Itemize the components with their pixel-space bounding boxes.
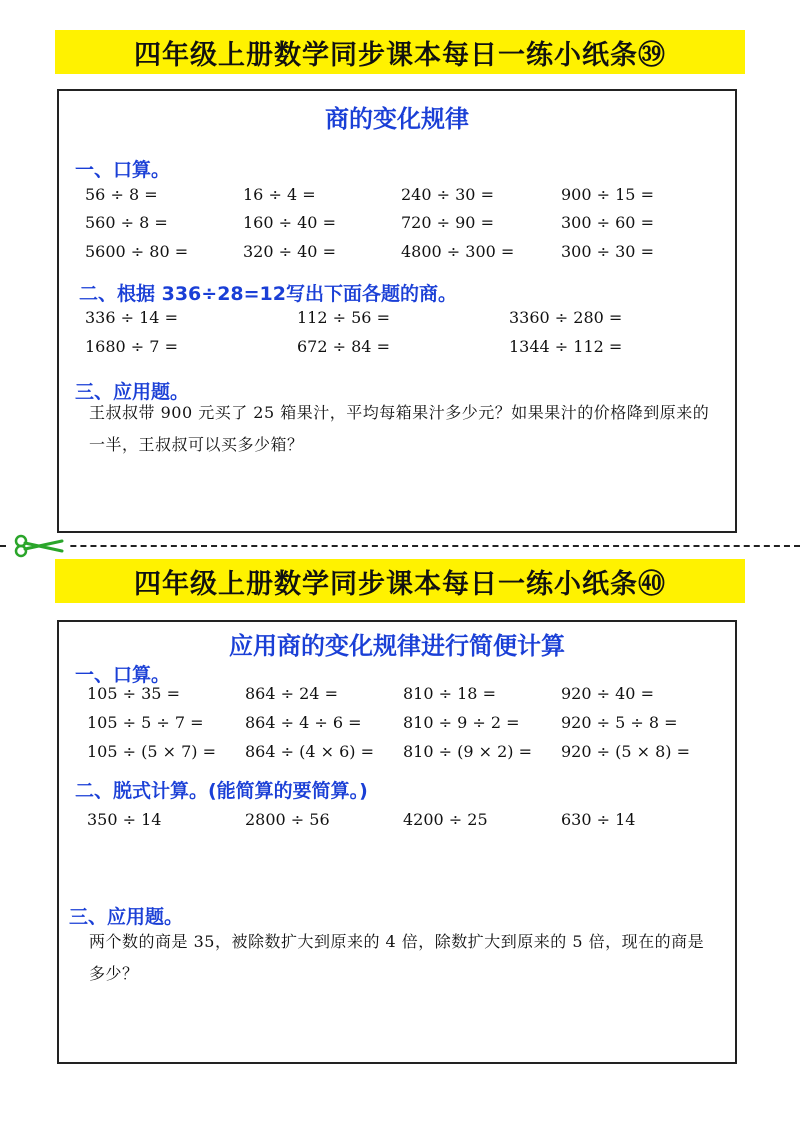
oral-problem: 810 ÷ 9 ÷ 2 = [403,713,520,732]
oral-problem: 864 ÷ 4 ÷ 6 = [245,713,362,732]
oral-problem: 105 ÷ (5 × 7) = [87,742,217,761]
oral-problem: 56 ÷ 8 = [85,185,158,204]
section-3-heading: 三、应用题。 [75,381,190,403]
oral-problem: 864 ÷ (4 × 6) = [245,742,375,761]
oral-problem: 920 ÷ (5 × 8) = [561,742,691,761]
worksheet-40-banner: 四年级上册数学同步课本每日一练小纸条㊵ [55,559,745,603]
quotient-problem: 112 ÷ 56 = [297,308,390,327]
oral-problem: 5600 ÷ 80 = [85,242,189,261]
quotient-problem: 1680 ÷ 7 = [85,337,178,356]
oral-problem: 920 ÷ 5 ÷ 8 = [561,713,678,732]
oral-problem: 720 ÷ 90 = [401,213,494,232]
oral-problem: 160 ÷ 40 = [243,213,336,232]
section-1-heading: 一、口算。 [75,159,171,181]
step-calc-problem: 630 ÷ 14 [561,810,636,829]
oral-problem: 320 ÷ 40 = [243,242,336,261]
quotient-problem: 672 ÷ 84 = [297,337,390,356]
worksheet-39-banner: 四年级上册数学同步课本每日一练小纸条㊴ [55,30,745,74]
quotient-problem: 336 ÷ 14 = [85,308,178,327]
word-problem-text: 两个数的商是 35，被除数扩大到原来的 4 倍，除数扩大到原来的 5 倍，现在的商是多少？ [89,932,705,983]
oral-problem: 900 ÷ 15 = [561,185,654,204]
worksheet-39-card [57,89,737,533]
quotient-problem: 3360 ÷ 280 = [509,308,623,327]
worksheet-40-card [57,620,737,1064]
section-2-heading: 二、脱式计算。(能简算的要简算。) [75,780,368,802]
oral-problem: 560 ÷ 8 = [85,213,168,232]
section-1-heading: 一、口算。 [75,664,171,686]
oral-problem: 810 ÷ (9 × 2) = [403,742,533,761]
scissors-icon [10,534,70,558]
oral-problem: 16 ÷ 4 = [243,185,316,204]
oral-problem: 810 ÷ 18 = [403,684,496,703]
step-calc-problem: 350 ÷ 14 [87,810,162,829]
step-calc-problem: 4200 ÷ 25 [403,810,488,829]
section-2-heading: 二、根据 336÷28=12写出下面各题的商。 [79,283,457,305]
word-problem-text: 王叔叔带 900 元买了 25 箱果汁，平均每箱果汁多少元？如果果汁的价格降到原来的一半，王叔叔可以买多少箱？ [89,403,710,454]
worksheet-39-title: 商的变化规律 [325,105,469,133]
oral-problem: 864 ÷ 24 = [245,684,338,703]
oral-problem: 240 ÷ 30 = [401,185,494,204]
cut-line [0,545,800,547]
oral-problem: 105 ÷ 5 ÷ 7 = [87,713,204,732]
oral-problem: 4800 ÷ 300 = [401,242,515,261]
quotient-problem: 1344 ÷ 112 = [509,337,623,356]
oral-problem: 920 ÷ 40 = [561,684,654,703]
section-3-heading: 三、应用题。 [69,906,184,928]
oral-problem: 300 ÷ 30 = [561,242,654,261]
oral-problem: 105 ÷ 35 = [87,684,180,703]
step-calc-problem: 2800 ÷ 56 [245,810,330,829]
worksheet-40-title: 应用商的变化规律进行简便计算 [229,632,565,660]
oral-problem: 300 ÷ 60 = [561,213,654,232]
